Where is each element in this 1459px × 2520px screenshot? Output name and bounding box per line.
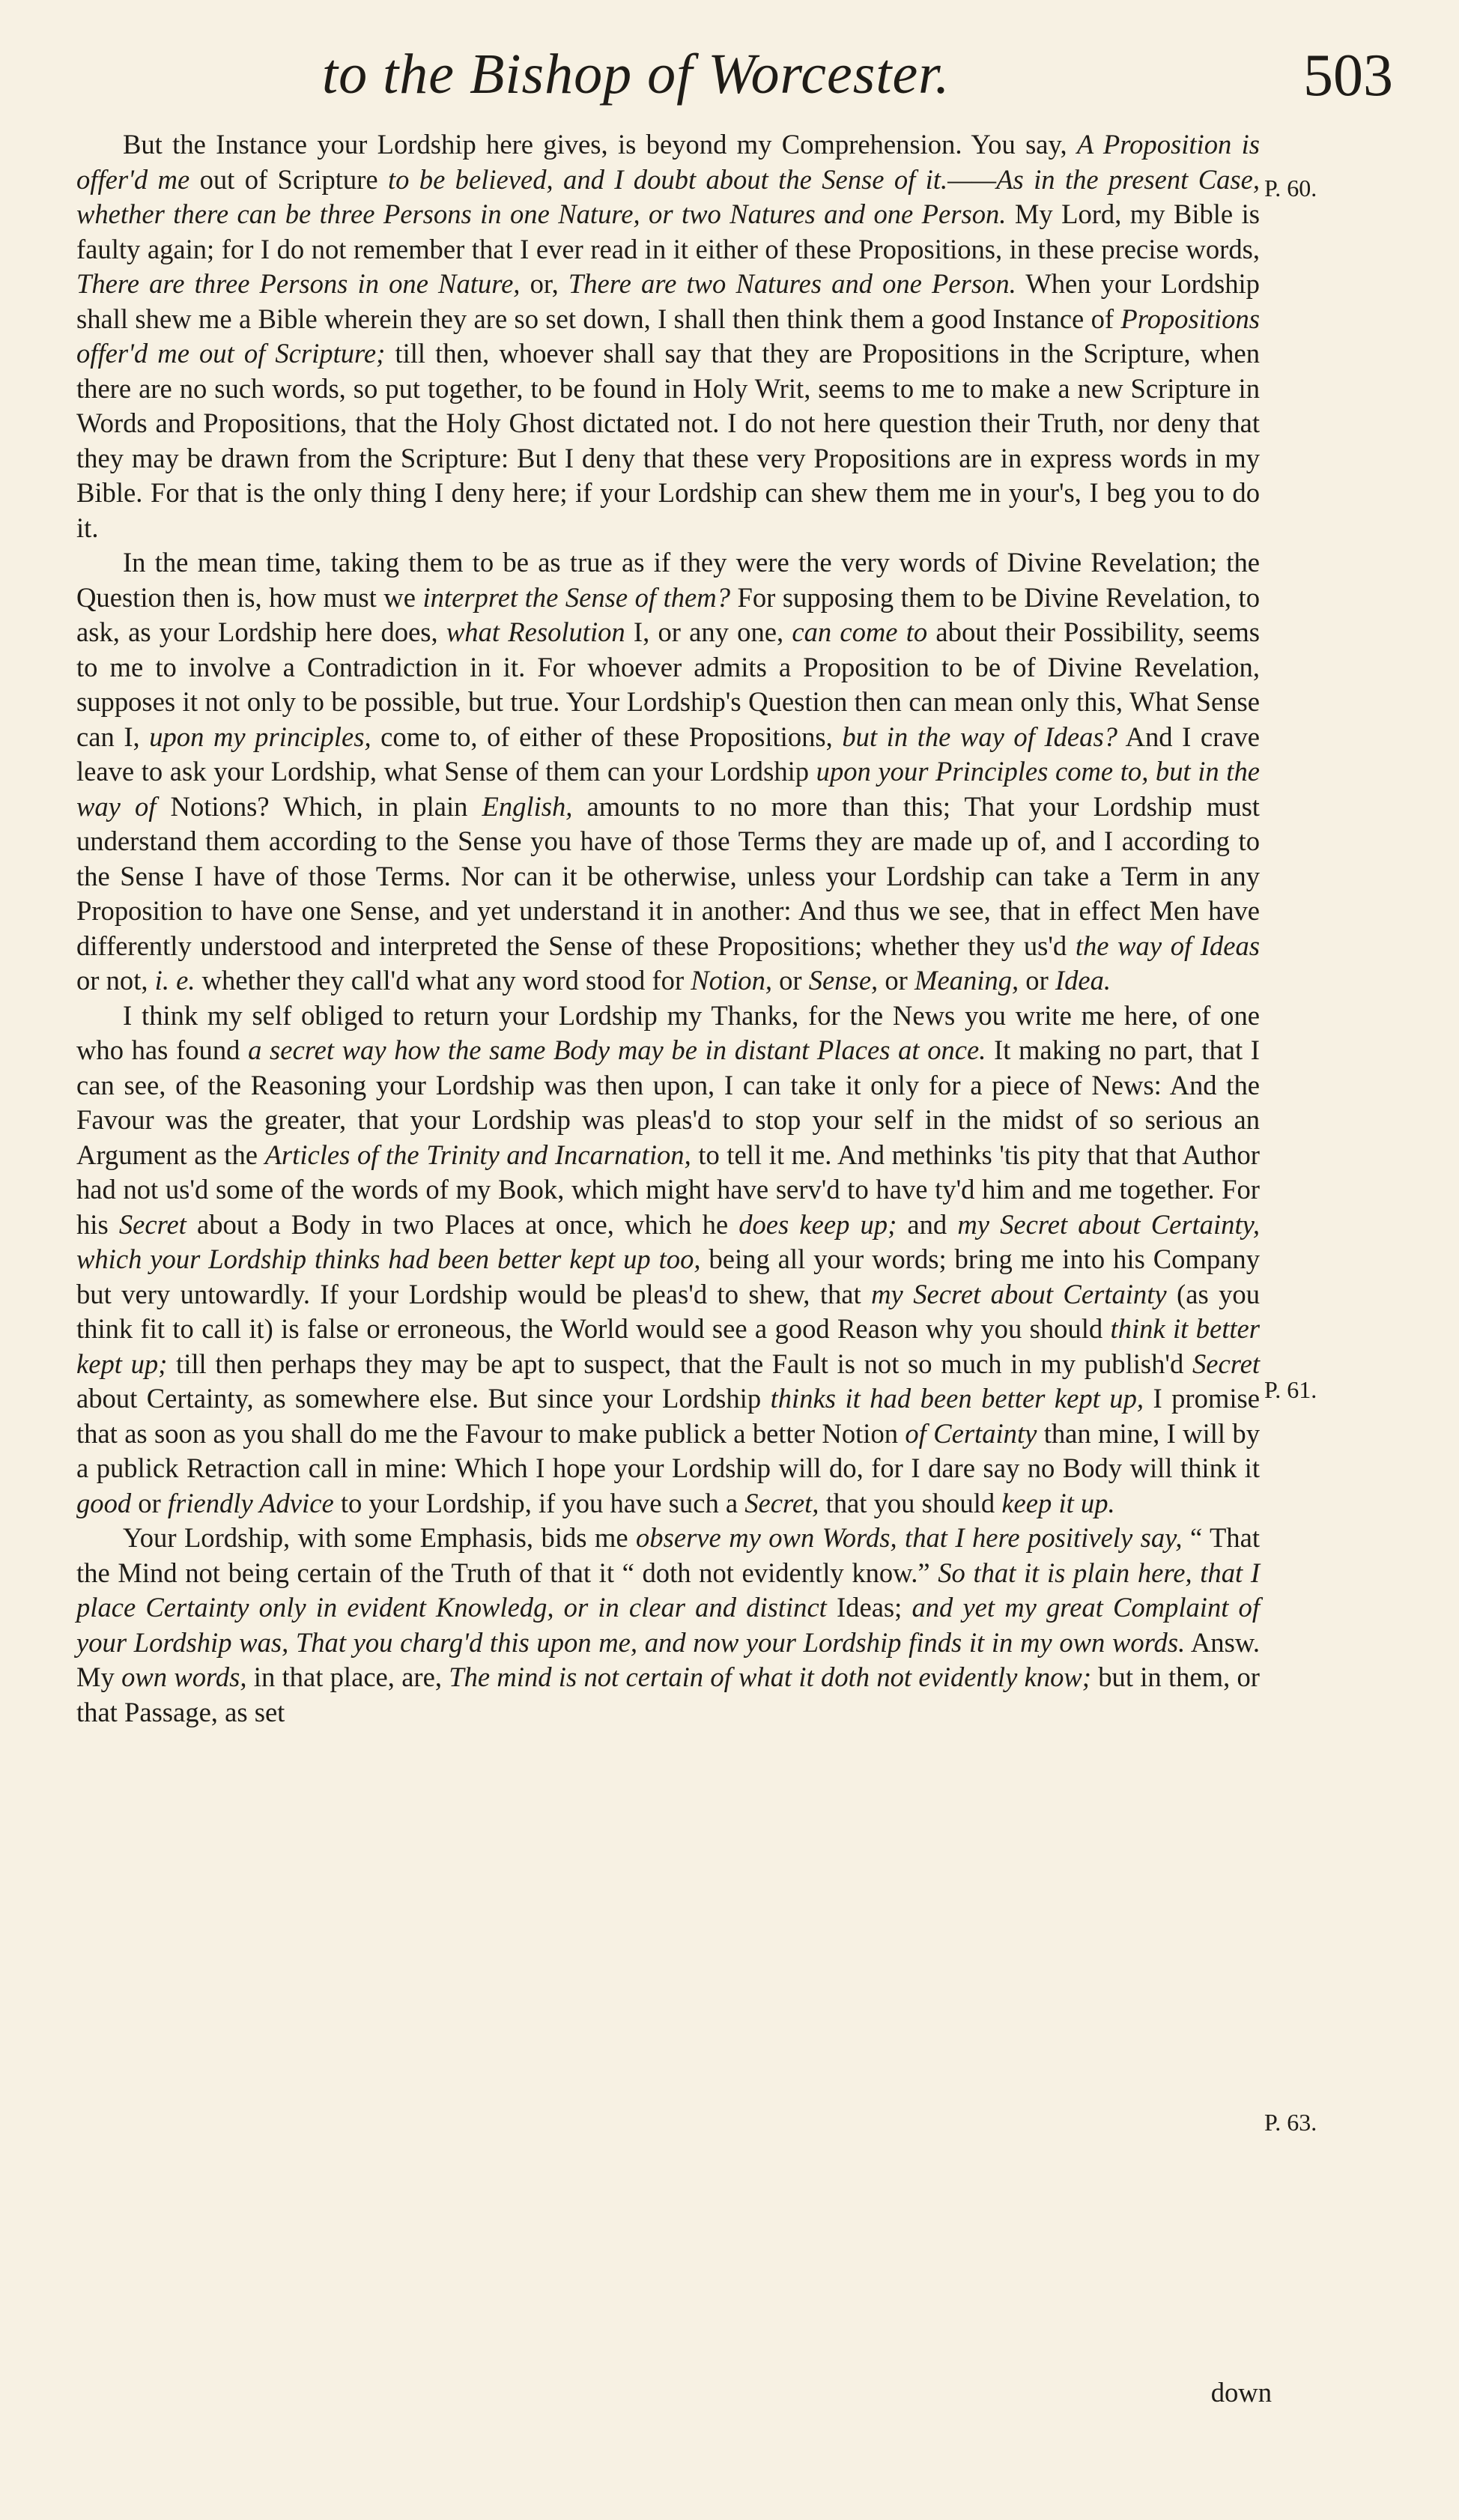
italic-run: but in the way of Ideas? <box>842 721 1117 752</box>
italic-run: Secret <box>118 1208 186 1240</box>
italic-run: observe my own Words, that I here positively say, <box>636 1522 1183 1553</box>
text-run: Ideas; <box>826 1592 912 1623</box>
italic-run: my Secret about Certainty <box>871 1278 1167 1309</box>
page-header <box>0 42 1459 124</box>
text-run: Your Lordship, with some Emphasis, bids me <box>123 1522 637 1553</box>
catchword: down <box>1210 2377 1272 2408</box>
italic-run: keep it up. <box>1001 1487 1115 1518</box>
text-run: I promise that as soon as you shall do me the Favour to make publick a better Notion <box>76 1383 1260 1449</box>
text-run: In the mean time, taking them to be as true as if they were the very words of Divine Revelation; the Question then is, how must we <box>76 547 1260 613</box>
text-run: “ That the Mind not being certain of the Truth of that it “ doth not evidently know.” <box>76 1522 1260 1588</box>
italic-run: Articles of the Trinity and Incarnation, <box>264 1139 691 1170</box>
text-run: And I crave leave to ask your Lordship, what Sense of them can your Lordship <box>76 721 1261 787</box>
italic-run: The mind is not certain of what it doth not evidently know; <box>449 1662 1091 1692</box>
text-run: out of Scripture <box>189 163 388 195</box>
text-run: or <box>772 965 809 996</box>
text-run: or <box>131 1487 168 1518</box>
text-run: than mine, I will by a publick Retraction call in mine: Which I hope your Lordship will do, for I dare say no Body will think it <box>76 1417 1260 1483</box>
text-run: I, or any one, <box>625 617 792 647</box>
text-run: When your Lordship shall shew me a Bible wherein they are so set down, I shall then think them a good Instance of <box>76 268 1260 334</box>
paragraph <box>76 1521 1260 1730</box>
text-run: that you should <box>819 1487 1002 1518</box>
paragraph <box>76 127 1260 545</box>
text-run: I think my self obliged to return your Lordship my Thanks, for the News you write me here, of one who has found <box>76 999 1260 1065</box>
italic-run: can come to <box>792 617 928 647</box>
italic-run: the way of Ideas <box>1075 930 1260 961</box>
text-run: whether they call'd what any word stood for <box>195 965 691 996</box>
paragraph <box>76 545 1260 999</box>
italic-run: Secret, <box>744 1487 819 1518</box>
italic-run: of Certainty <box>905 1417 1037 1449</box>
text-run: about their Possibility, seems to me to involve a Contradiction in it. For whoever admits a Proposition to be of Divine Revelation, supposes it not only to be possible, but true. Your Lordship's Question then can mean only this, What Sense can I, <box>76 617 1261 752</box>
italic-run: thinks it had been better kept up, <box>770 1383 1144 1414</box>
text-run: or, <box>520 268 568 299</box>
margin-note-p61: P. 61. <box>1264 1376 1317 1403</box>
text-run: For supposing them to be Divine Revelation, to ask, as your Lordship here does, <box>76 581 1260 647</box>
italic-run: There are three Persons in one Nature, <box>76 268 521 299</box>
text-run: or <box>1019 965 1055 996</box>
italic-run: upon your Principles come to, but in the way of <box>76 756 1260 822</box>
italic-run: Idea. <box>1055 965 1111 996</box>
italic-run: does keep up; <box>738 1208 897 1240</box>
italic-run: to be believed, and I doubt about the Sense of it.——As in the present Case, whether there can be three Persons in one Nature, or two Natures and one Person. <box>76 163 1260 229</box>
text-run: Answ. My <box>76 1626 1260 1692</box>
text-run: to tell it me. And methinks 'tis pity that that Author had not us'd some of the words of my Book, which might have serv'd to have ty'd him and me together. For his <box>76 1139 1260 1240</box>
italic-run: a secret way how the same Body may be in distant Places at once. <box>248 1035 986 1065</box>
text-run: about Certainty, as somewhere else. But since your Lordship <box>76 1383 771 1414</box>
text-run: or <box>878 965 914 996</box>
italic-run: Propositions offer'd me out of Scripture; <box>76 303 1260 369</box>
italic-run: think it better kept up; <box>76 1313 1260 1379</box>
text-run: till then perhaps they may be apt to suspect, that the Fault is not so much in my publish'd <box>167 1348 1192 1379</box>
italic-run: my Secret about Certainty, which your Lordship thinks had been better kept up too, <box>76 1208 1260 1274</box>
text-run: in that place, are, <box>246 1662 449 1692</box>
text-run: about a Body in two Places at once, which he <box>186 1208 739 1240</box>
text-run: but in them, or that Passage, as set <box>76 1662 1260 1727</box>
italic-run: Meaning, <box>914 965 1019 996</box>
italic-run: i. e. <box>154 965 195 996</box>
italic-run: own words, <box>121 1662 247 1692</box>
italic-run: Notion, <box>691 965 772 996</box>
paragraph <box>76 999 1260 1521</box>
italic-run: So that it is plain here, that I place Certainty only in evident Knowledg, or in clear and distinct <box>76 1557 1260 1623</box>
italic-run: English, <box>482 790 573 822</box>
italic-run: what Resolution <box>446 617 625 647</box>
margin-note-p63: P. 63. <box>1264 2109 1317 2136</box>
text-run: Notions? Which, in plain <box>156 790 482 822</box>
italic-run: There are two Natures and one Person. <box>568 268 1016 299</box>
italic-run: interpret the Sense of them? <box>422 581 730 613</box>
italic-run: upon my principles, <box>149 721 371 752</box>
page-number: 503 <box>1303 43 1393 109</box>
text-run: But the Instance your Lordship here gives, is beyond my Comprehension. You say, <box>123 129 1077 160</box>
running-head: to the Bishop of Worcester. <box>322 43 950 106</box>
body-text <box>76 127 1260 1730</box>
text-run: till then, whoever shall say that they are Propositions in the Scripture, when there are no such words, so put together, to be found in Holy Writ, seems to me to make a new Scripture in Words and Propositions, that the Holy Ghost dictated not. I do not here question their Truth, nor deny that they may be drawn from the Scripture: But I deny that these very Propositions are in express words in my Bible. For that is the only thing I deny here; if your Lordship can shew them me in your's, I beg you to do it. <box>76 338 1260 543</box>
text-run: come to, of either of these Propositions, <box>371 721 843 752</box>
margin-note-p60: P. 60. <box>1264 175 1317 202</box>
text-run: (as you think fit to call it) is false or erroneous, the World would see a good Reason why you should <box>76 1278 1261 1344</box>
italic-run: and yet my great Complaint of your Lordship was, That you charg'd this upon me, and now your Lordship finds it in my own words. <box>76 1592 1260 1658</box>
text-run: and <box>897 1208 958 1240</box>
text-run: being all your words; bring me into his Company but very untowardly. If your Lordship would be pleas'd to shew, that <box>76 1244 1260 1309</box>
italic-run: friendly Advice <box>167 1487 334 1518</box>
italic-run: Sense, <box>808 965 879 996</box>
text-run: to your Lordship, if you have such a <box>333 1487 745 1518</box>
text-run: It making no part, that I can see, of the Reasoning your Lordship was then upon, I can take it only for a piece of News: And the Favour was the greater, that your Lordship was pleas'd to stop your self in the midst of so serious an Argument as the <box>76 1035 1260 1170</box>
text-run: or not, <box>76 965 155 996</box>
italic-run: good <box>76 1487 132 1518</box>
text-run: My Lord, my Bible is faulty again; for I do not remember that I ever read in it either of these Propositions, in these precise words, <box>76 199 1260 264</box>
italic-run: Secret <box>1192 1348 1261 1379</box>
italic-run: A Proposition is offer'd me <box>76 129 1260 195</box>
text-run: amounts to no more than this; That your Lordship must understand them according to the Sense you have of those Terms they are made up of, and I according to the Sense I have of those Terms. Nor can it be otherwise, unless your Lordship can take a Term in any Proposition to have one Sense, and yet understand it in another: And thus we see, that in effect Men have differently understood and interpreted the Sense of these Propositions; whether they us'd <box>76 790 1260 961</box>
